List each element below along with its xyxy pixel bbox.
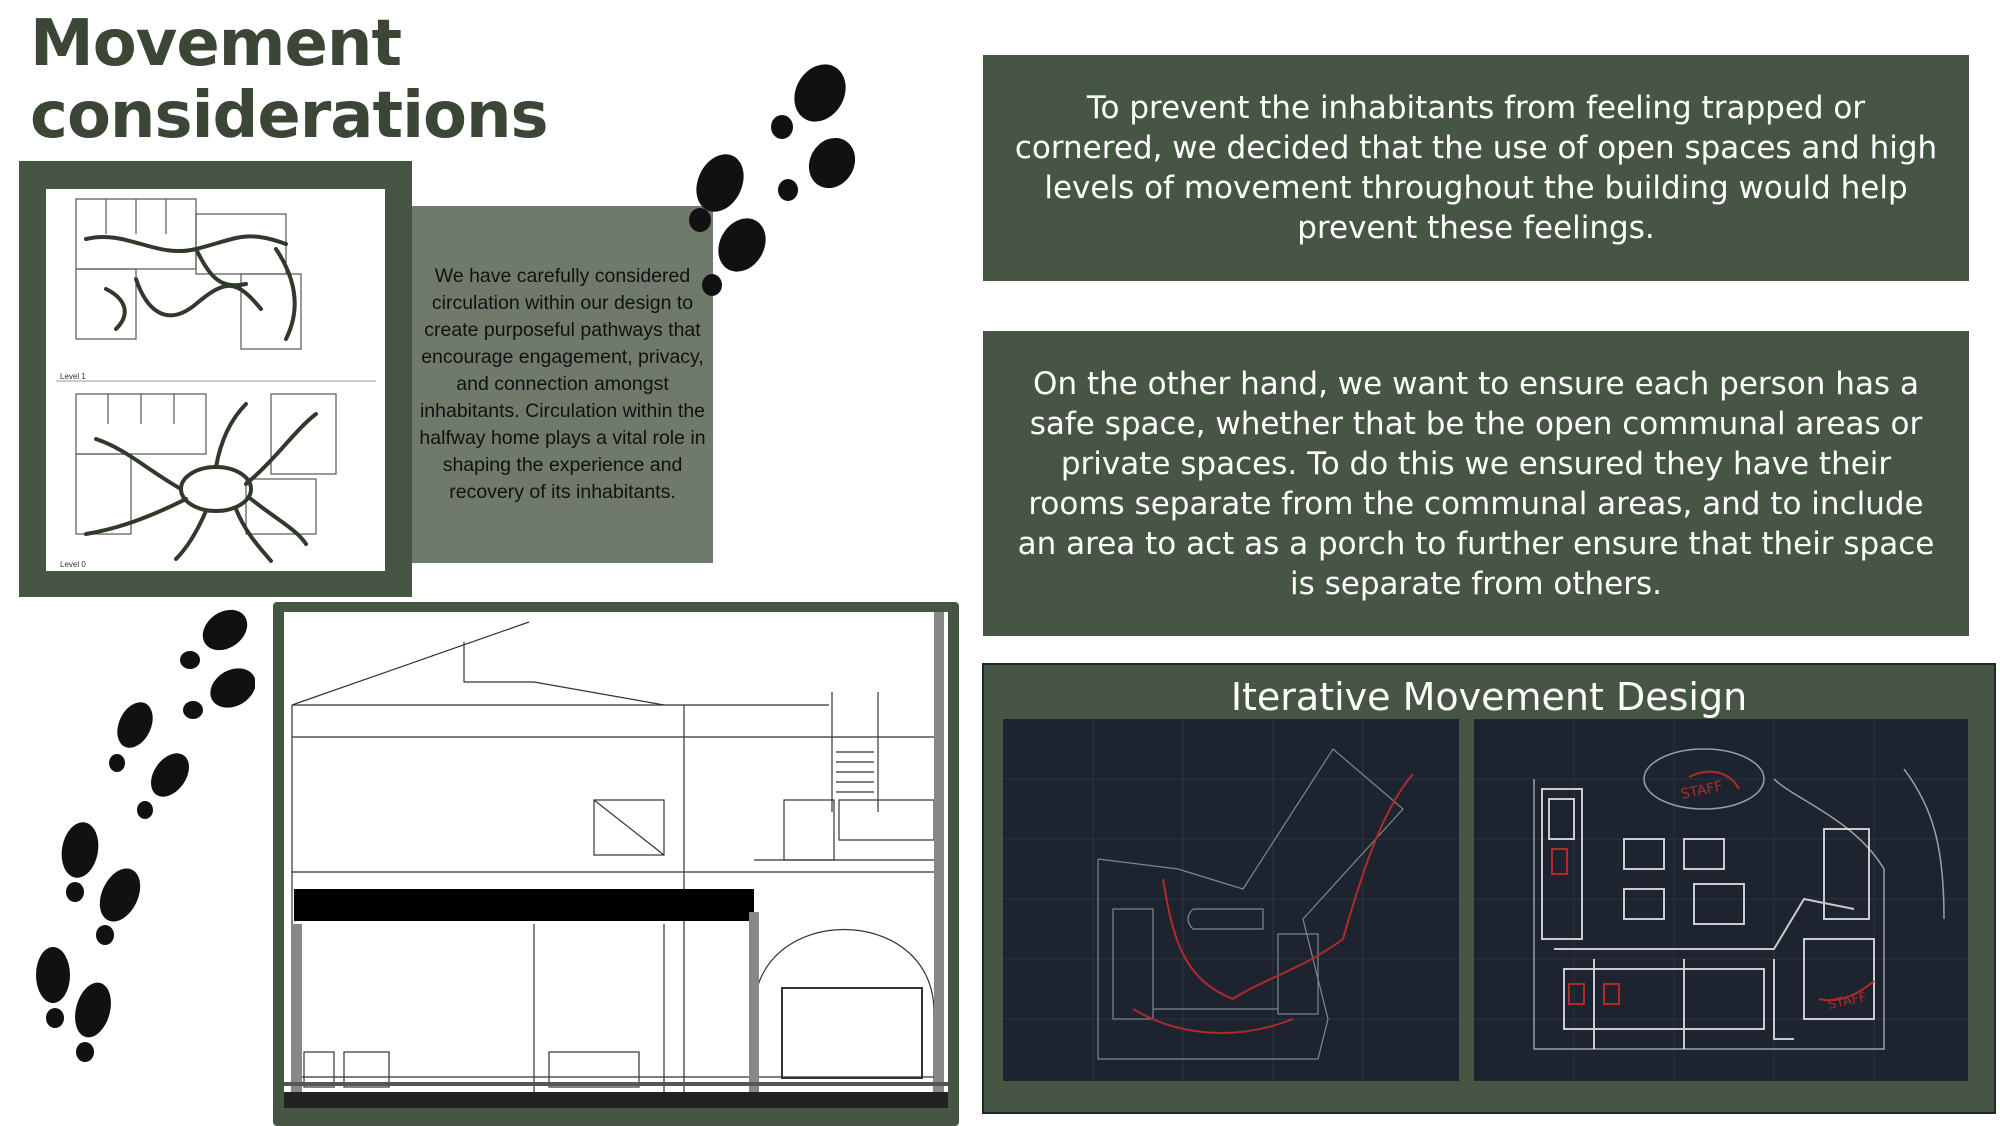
title-line-2: considerations [30,79,548,153]
open-spaces-box [983,55,1969,281]
safe-space-text: On the other hand, we want to ensure each person has a safe space, whether that be the open communal areas or private spaces. To do this we ensured they have their rooms separate from the communal areas, and to include an area to act as a porch to further ensure that their space is separate from others. [1017,365,1935,602]
level-0-label: Level 0 [60,560,86,569]
footprints-icon [670,55,870,315]
staff-label-2: STAFF [1826,990,1869,1013]
circulation-text: We have carefully considered circulation within our design to create purposeful pathways that encourage engagement, privacy, and connection amongst inhabitants. Circulation within the halfway home plays a vital role in shaping the experience and recovery of its inhabitants. [419,265,706,503]
staff-label-1: STAFF [1679,778,1724,803]
iteration-sketch-2 [1474,719,1968,1081]
floor-plan-image [46,189,385,571]
iteration-sketch-1 [1003,719,1459,1081]
title-line-1: Movement [30,7,402,81]
page-title [30,8,590,152]
footprints-icon [25,600,255,1070]
iterative-design-title: Iterative Movement Design [1230,675,1748,719]
circulation-panel [412,206,713,563]
section-drawing [284,612,948,1108]
open-spaces-text: To prevent the inhabitants from feeling trapped or cornered, we decided that the use of open spaces and high levels of movement throughout the building would help prevent these feelings. [1014,90,1938,246]
level-1-label: Level 1 [60,372,86,381]
safe-space-box [983,331,1969,636]
